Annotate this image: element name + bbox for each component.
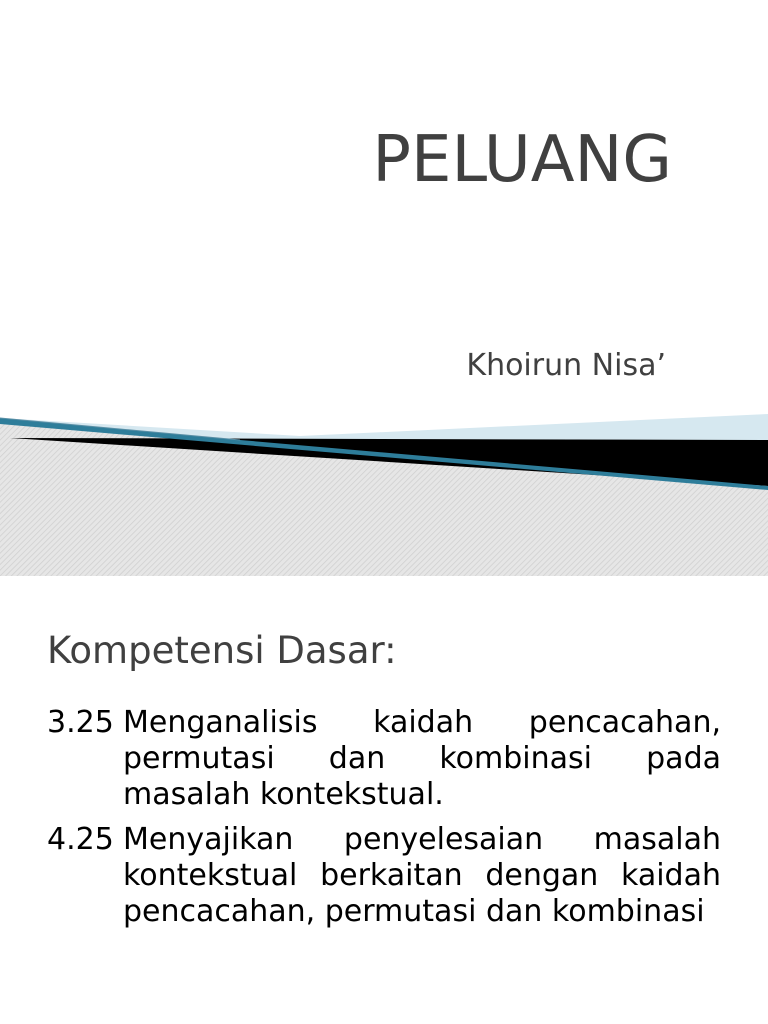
item-number: 4.25 — [47, 822, 114, 857]
list-item — [47, 705, 721, 813]
item-text: Menyajikan penyelesaian masalah kontekstual berkaitan dengan kaidah pencacahan, permutasi dan kombinasi — [123, 822, 721, 929]
item-text: Menganalisis kaidah pencacahan, permutasi dan kombinasi pada masalah kontekstual. — [123, 705, 721, 812]
competency-list — [47, 705, 721, 939]
author-name: Khoirun Nisa’ — [466, 348, 666, 383]
list-item — [47, 822, 721, 930]
item-number: 3.25 — [47, 705, 114, 740]
presentation-title: PELUANG — [372, 123, 672, 197]
decorative-band — [0, 400, 768, 576]
section-heading: Kompetensi Dasar: — [47, 629, 397, 672]
